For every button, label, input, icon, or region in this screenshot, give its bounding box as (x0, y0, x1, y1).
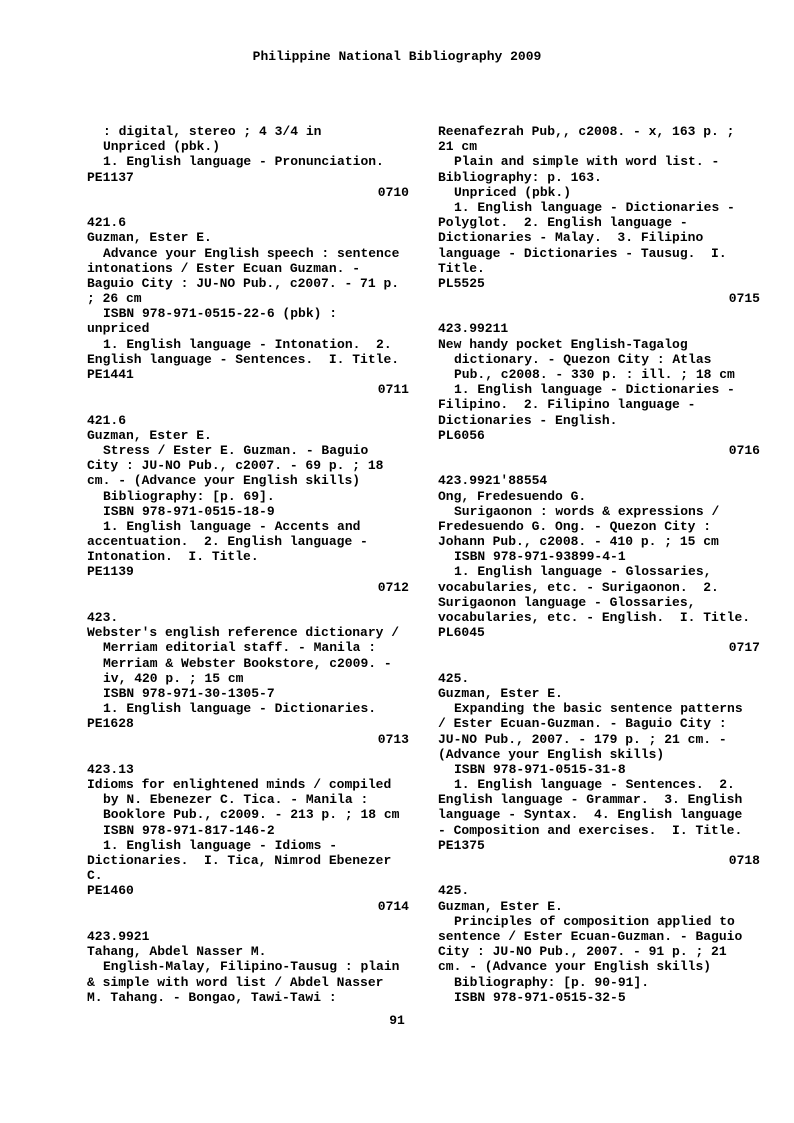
entry-line: ISBN 978-971-0515-18-9 (103, 503, 275, 519)
entry-line: PE1460 (87, 883, 134, 899)
entry-line: Bibliography: [p. 90-91]. (454, 974, 650, 990)
entry-line: & simple with word list / Abdel Nasser (87, 974, 384, 990)
entry-line: sentence / Ester Ecuan-Guzman. - Baguio (438, 928, 743, 944)
entry-line: Bibliography: [p. 69]. (103, 488, 275, 504)
entry-number: 0718 (728, 853, 760, 868)
entry-line: 423.13 (87, 761, 134, 777)
entry-line: 1. English language - Dictionaries - (454, 382, 735, 398)
entry-line: Idioms for enlightened minds / compiled (87, 777, 392, 793)
entry-line: English-Malay, Filipino-Tausug : plain (103, 959, 400, 975)
entry-line: ISBN 978-971-0515-32-5 (454, 989, 626, 1005)
entry-number: 0715 (728, 291, 760, 307)
entry-line: 425. (438, 883, 470, 899)
entry-separator (87, 200, 409, 215)
entry-line: ; 26 cm (87, 291, 142, 307)
entry-line: City : JU-NO Pub., c2007. - 69 p. ; 18 (87, 458, 384, 474)
entry-line: 1. English language - Pronunciation. (103, 154, 384, 170)
entry-line: : digital, stereo ; 4 3/4 in (103, 124, 322, 139)
entry-line: Filipino. 2. Filipino language - (438, 397, 696, 413)
entry-line: ISBN 978-971-0515-22-6 (pbk) : (103, 306, 338, 322)
entry-separator (87, 595, 409, 610)
entry-line: / Ester Ecuan-Guzman. - Baguio City : (438, 716, 727, 732)
entry-line: Stress / Ester E. Guzman. - Baguio (103, 442, 369, 458)
entry-line: language - Dictionaries - Tausug. I. (438, 245, 727, 261)
entry-line: New handy pocket English-Tagalog (438, 336, 688, 352)
entry-line: Booklore Pub., c2009. - 213 p. ; 18 cm (103, 807, 400, 823)
entry-line: ISBN 978-971-30-1305-7 (103, 685, 275, 701)
entry-line: Expanding the basic sentence patterns (454, 701, 743, 717)
entry-line: language - Syntax. 4. English language (438, 807, 743, 823)
entry-line: English language - Sentences. I. Title. (87, 351, 400, 367)
entry-line: ISBN 978-971-817-146-2 (103, 822, 275, 838)
entry-line: 423. (87, 610, 119, 625)
entry-line: Webster's english reference dictionary / (87, 625, 400, 641)
entry-line: cm. - (Advance your English skills) (438, 959, 712, 975)
entry-line: 421.6 (87, 412, 127, 428)
page-number: 91 (389, 1013, 405, 1028)
entry-line: 425. (438, 670, 470, 686)
entry-line: 423.9921 (87, 928, 150, 944)
entry-line: Unpriced (pbk.) (103, 139, 221, 155)
entry-line: iv, 420 p. ; 15 cm (103, 670, 244, 686)
entry-line: Baguio City : JU-NO Pub., c2007. - 71 p. (87, 275, 400, 291)
entry-line: 1. English language - Accents and (103, 518, 361, 534)
entry-line: Surigaonon : words & expressions / (454, 503, 720, 519)
entry-line: (Advance your English skills) (438, 746, 665, 762)
entry-separator (438, 306, 760, 321)
entry-line: PE1139 (87, 564, 134, 580)
entry-number: 0716 (728, 442, 760, 458)
entry-line: Polyglot. 2. English language - (438, 215, 688, 231)
entry-line: PE1441 (87, 367, 134, 382)
right-column (438, 124, 760, 1005)
entry-line: 421.6 (87, 215, 127, 231)
entry-line: ISBN 978-971-0515-31-8 (454, 761, 626, 777)
left-column (87, 124, 409, 1005)
entry-line: Intonation. I. Title. (87, 549, 259, 565)
entry-line: 1. English language - Intonation. 2. (103, 336, 392, 352)
entry-line: Tahang, Abdel Nasser M. (87, 944, 267, 960)
entry-line: vocabularies, etc. - English. I. Title. (438, 610, 751, 625)
entry-line: dictionary. - Quezon City : Atlas (454, 351, 712, 367)
entry-line: Ong, Fredesuendo G. (438, 488, 587, 504)
entry-line: JU-NO Pub., 2007. - 179 p. ; 21 cm. - (438, 731, 727, 747)
entry-line: Plain and simple with word list. - (454, 154, 720, 170)
entry-line: vocabularies, etc. - Surigaonon. 2. (438, 579, 719, 595)
entry-line: Guzman, Ester E. (87, 230, 212, 246)
entry-line: Dictionaries - Malay. 3. Filipino (438, 230, 704, 246)
entry-line: Bibliography: p. 163. (438, 169, 602, 185)
entry-line: cm. - (Advance your English skills) (87, 473, 361, 489)
entry-line: 423.9921'88554 (438, 473, 548, 489)
entry-line: PL5525 (438, 275, 485, 291)
entry-line: 423.99211 (438, 321, 509, 337)
entry-line: 1. English language - Dictionaries. (103, 701, 377, 717)
entry-line: PL6056 (438, 427, 485, 443)
entry-line: Merriam & Webster Bookstore, c2009. - (103, 655, 392, 671)
entry-line: intonations / Ester Ecuan Guzman. - (87, 260, 361, 276)
entry-line: PE1375 (438, 837, 485, 853)
entry-line: Dictionaries - English. (438, 412, 618, 428)
entry-separator (438, 656, 760, 671)
entry-line: Dictionaries. I. Tica, Nimrod Ebenezer (87, 853, 392, 868)
entry-line: accentuation. 2. English language - (87, 534, 368, 550)
entry-number: 0717 (728, 640, 760, 656)
entry-number: 0714 (377, 898, 409, 914)
entry-number: 0711 (377, 382, 409, 398)
entry-separator (438, 868, 760, 883)
entry-line: Guzman, Ester E. (438, 685, 563, 701)
entry-line: by N. Ebenezer C. Tica. - Manila : (103, 792, 369, 808)
entry-line: Guzman, Ester E. (438, 898, 563, 914)
entry-number: 0713 (377, 731, 409, 747)
running-head: Philippine National Bibliography 2009 (252, 49, 542, 64)
entry-line: 21 cm (438, 139, 478, 155)
entry-line: PE1137 (87, 169, 134, 185)
entry-line: 1. English language - Sentences. 2. (454, 777, 735, 793)
entry-line: PE1628 (87, 716, 134, 732)
entry-line: Advance your English speech : sentence (103, 245, 400, 261)
entry-line: Principles of composition applied to (454, 913, 735, 929)
entry-line: 1. English language - Dictionaries - (454, 199, 735, 215)
entry-separator (87, 914, 409, 929)
entry-line: Reenafezrah Pub,, c2008. - x, 163 p. ; (438, 124, 735, 139)
entry-line: City : JU-NO Pub., 2007. - 91 p. ; 21 (438, 944, 727, 960)
entry-line: PL6045 (438, 625, 485, 641)
entry-line: unpriced (87, 321, 150, 337)
entry-separator (438, 458, 760, 473)
entry-separator (87, 747, 409, 762)
entry-line: ISBN 978-971-93899-4-1 (454, 549, 626, 565)
entry-line: Pub., c2008. - 330 p. : ill. ; 18 cm (454, 367, 735, 382)
entry-line: 1. English language - Glossaries, (454, 564, 712, 580)
entry-separator (87, 397, 409, 412)
entry-line: - Composition and exercises. I. Title. (438, 822, 743, 838)
entry-line: Merriam editorial staff. - Manila : (103, 640, 377, 656)
entry-line: Unpriced (pbk.) (454, 184, 572, 200)
entry-line: 1. English language - Idioms - (103, 837, 338, 853)
entry-number: 0710 (377, 184, 409, 200)
entry-line: C. (87, 868, 103, 884)
entry-number: 0712 (377, 579, 409, 595)
entry-line: English language - Grammar. 3. English (438, 792, 743, 808)
entry-line: Guzman, Ester E. (87, 427, 212, 443)
entry-line: Fredesuendo G. Ong. - Quezon City : (438, 518, 712, 534)
entry-line: M. Tahang. - Bongao, Tawi-Tawi : (87, 989, 337, 1005)
entry-line: Title. (438, 260, 485, 276)
entry-line: Surigaonon language - Glossaries, (438, 594, 696, 610)
entry-line: Johann Pub., c2008. - 410 p. ; 15 cm (438, 534, 719, 550)
